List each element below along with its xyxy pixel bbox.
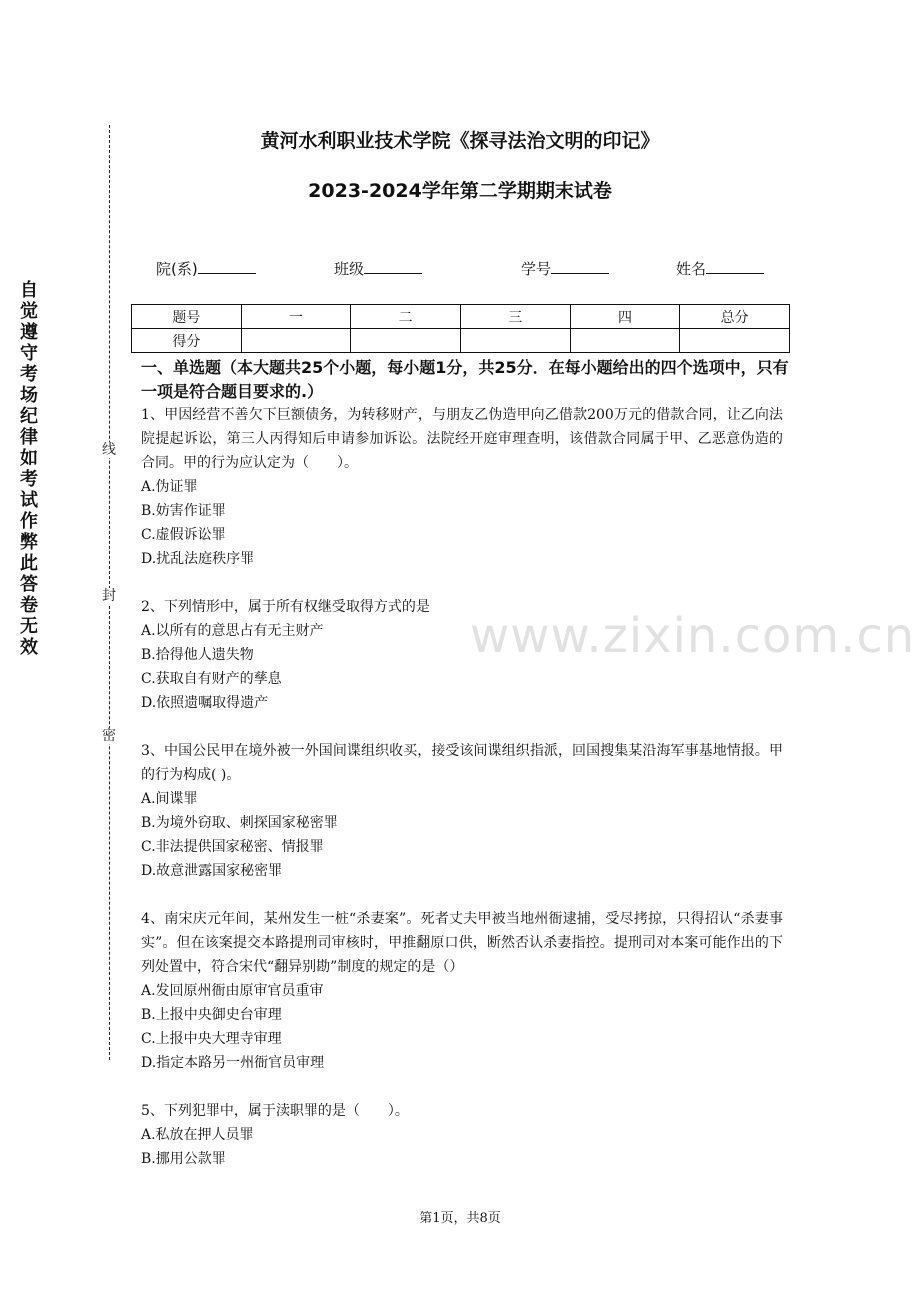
answer-option[interactable]: D.依照遗嘱取得遗产 (141, 695, 269, 711)
question-stem: 5、下列犯罪中，属于渎职罪的是（ ）。 (141, 1103, 409, 1119)
answer-option[interactable]: D.指定本路另一州衙官员审理 (141, 1055, 325, 1071)
score-table-header-cell: 题号 (132, 305, 242, 329)
cut-mark-seal: 封 (102, 588, 116, 604)
question (141, 403, 783, 571)
answer-option[interactable]: A.以所有的意思占有无主财产 (141, 623, 324, 639)
student-id-label: 学号 (521, 260, 552, 278)
answer-option[interactable]: C.获取自有财产的孳息 (141, 671, 282, 687)
site-watermark: www.zixin.com.cn (470, 608, 916, 664)
score-table-header-cell: 一 (241, 305, 351, 329)
answer-option[interactable]: B.挪用公款罪 (141, 1151, 226, 1167)
score-table-header-cell: 二 (351, 305, 461, 329)
name-field[interactable] (676, 258, 764, 279)
exam-subtitle: 2023-2024学年第二学期期末试卷 (308, 180, 612, 202)
answer-option[interactable]: B.妨害作证罪 (141, 503, 226, 519)
answer-option[interactable]: A.伪证罪 (141, 479, 198, 495)
section-heading: 一、单选题（本大题共25个小题，每小题1分，共25分．在每小题给出的四个选项中，只有一项是符合题目要求的.） (141, 358, 789, 401)
answer-option[interactable]: B.为境外窃取、刺探国家秘密罪 (141, 815, 338, 831)
question-stem: 2、下列情形中，属于所有权继受取得方式的是 (141, 599, 430, 615)
class-field[interactable] (334, 258, 422, 279)
score-row-label: 得分 (132, 329, 242, 353)
question (141, 907, 783, 1075)
student-id-field[interactable] (521, 258, 609, 279)
score-table-header-cell: 三 (460, 305, 570, 329)
student-info-row (0, 258, 920, 282)
question-stem: 4、南宋庆元年间，某州发生一桩“杀妻案”。死者丈夫甲被当地州衙逮捕，受尽拷掠，只得招认“杀妻事实”。但在该案提交本路提刑司审核时，甲推翻原口供，断然否认杀妻指控。提刑司对本案可能作出的下列处置中，符合宋代“翻异别勘”制度的规定的是（） (141, 911, 783, 975)
answer-option[interactable]: D.扰乱法庭秩序罪 (141, 551, 255, 567)
cut-mark-line: 线 (102, 442, 116, 458)
score-cell[interactable] (351, 329, 461, 353)
score-table (131, 304, 790, 353)
name-label: 姓名 (676, 260, 707, 278)
question (141, 739, 783, 883)
answer-option[interactable]: A.间谍罪 (141, 791, 198, 807)
question-stem: 3、中国公民甲在境外被一外国间谍组织收买，接受该间谍组织指派，回国搜集某沿海军事基地情报。甲的行为构成( )。 (141, 743, 783, 783)
score-cell[interactable] (570, 329, 680, 353)
question (141, 1099, 783, 1171)
answer-option[interactable]: A.私放在押人员罪 (141, 1127, 254, 1143)
score-table-header-row (132, 305, 790, 329)
page-footer: 第1页，共8页 (419, 1211, 501, 1226)
score-table-score-row (132, 329, 790, 353)
department-field[interactable] (156, 258, 256, 279)
answer-option[interactable]: C.虚假诉讼罪 (141, 527, 226, 543)
answer-option[interactable]: A.发回原州衙由原审官员重审 (141, 983, 324, 999)
question (141, 595, 783, 715)
score-cell[interactable] (680, 329, 790, 353)
answer-option[interactable]: B.上报中央御史台审理 (141, 1007, 282, 1023)
exam-discipline-notice: 自觉遵守考场纪律如考试作弊此答卷无效 (20, 280, 38, 658)
question-list (141, 403, 783, 1195)
department-label: 院(系) (156, 260, 198, 278)
score-table-header-cell: 四 (570, 305, 680, 329)
cut-mark-secret: 密 (102, 728, 116, 744)
question-stem: 1、甲因经营不善欠下巨额债务，为转移财产，与朋友乙伪造甲向乙借款200万元的借款合同，让乙向法院提起诉讼，第三人丙得知后申请参加诉讼。法院经开庭审理查明，该借款合同属于甲、乙恶意伪造的合同。甲的行为应认定为（ ）。 (141, 407, 783, 471)
answer-option[interactable]: C.非法提供国家秘密、情报罪 (141, 839, 324, 855)
answer-option[interactable]: B.拾得他人遗失物 (141, 647, 254, 663)
score-cell[interactable] (241, 329, 351, 353)
exam-title: 黄河水利职业技术学院《探寻法治文明的印记》 (260, 130, 660, 152)
score-cell[interactable] (460, 329, 570, 353)
answer-option[interactable]: D.故意泄露国家秘密罪 (141, 863, 283, 879)
class-label: 班级 (334, 260, 365, 278)
score-table-header-cell: 总分 (680, 305, 790, 329)
answer-option[interactable]: C.上报中央大理寺审理 (141, 1031, 282, 1047)
